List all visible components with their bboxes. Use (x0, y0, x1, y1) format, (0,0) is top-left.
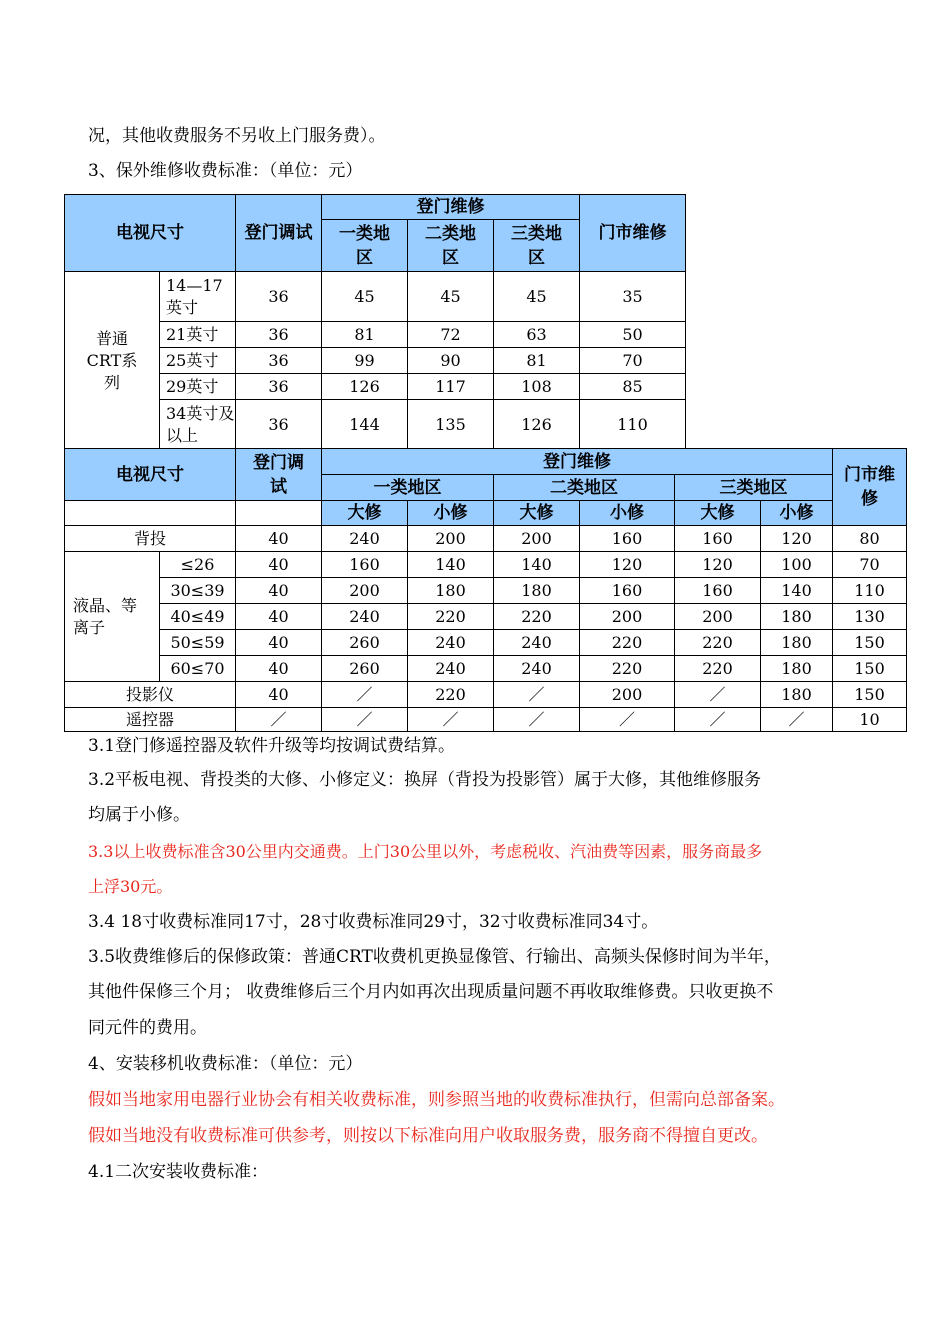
header-door-debug: 登门调试 (236, 195, 322, 272)
red-note-2: 假如当地没有收费标准可供参考，则按以下标准向用户收取服务费，服务商不得擅自更改。 (88, 1126, 768, 1146)
note-3-3-line2: 上浮30元。 (88, 877, 173, 896)
value-cell: 70 (833, 552, 907, 578)
value-cell: 160 (322, 552, 408, 578)
value-cell: 240 (494, 630, 580, 656)
size-cell: 40≤49 (160, 604, 236, 630)
value-cell: ／ (322, 708, 408, 732)
value-cell: 40 (236, 630, 322, 656)
value-cell: 150 (833, 682, 907, 708)
value-cell: ／ (675, 682, 761, 708)
value-cell: 220 (408, 682, 494, 708)
value-cell: ／ (236, 708, 322, 732)
size-cell: 50≤59 (160, 630, 236, 656)
row-label: 背投 (65, 526, 236, 552)
note-3-5-line1: 3.5收费维修后的保修政策：普通CRT收费机更换显像管、行输出、高频头保修时间为半年， (88, 947, 781, 967)
value-cell: 36 (236, 322, 322, 348)
size-cell: ≤26 (160, 552, 236, 578)
note-3-3-line1: 3.3以上收费标准含30公里内交通费。上门30公里以外，考虑税收、汽油费等因素，服务商最多 (88, 842, 763, 861)
flat-panel-repair-fee-table (64, 448, 907, 732)
value-cell: 63 (494, 322, 580, 348)
value-cell: 160 (580, 578, 675, 604)
intro-line: 况，其他收费服务不另收上门服务费）。 (88, 126, 386, 146)
value-cell: 120 (761, 526, 833, 552)
value-cell: 220 (408, 604, 494, 630)
value-cell: 140 (408, 552, 494, 578)
value-cell: 240 (408, 656, 494, 682)
value-cell: 40 (236, 604, 322, 630)
value-cell: ／ (408, 708, 494, 732)
value-cell: 260 (322, 630, 408, 656)
value-cell: 180 (408, 578, 494, 604)
size-cell: 60≤70 (160, 656, 236, 682)
value-cell: 126 (322, 374, 408, 400)
value-cell: 35 (580, 272, 686, 322)
value-cell: 36 (236, 374, 322, 400)
value-cell: 150 (833, 630, 907, 656)
value-cell: 150 (833, 656, 907, 682)
value-cell: 160 (580, 526, 675, 552)
header-region-3: 三类地区 (675, 475, 833, 501)
value-cell: ／ (494, 682, 580, 708)
header-minor: 小修 (580, 501, 675, 526)
value-cell: 117 (408, 374, 494, 400)
value-cell: 100 (761, 552, 833, 578)
value-cell: 45 (494, 272, 580, 322)
value-cell: 200 (675, 604, 761, 630)
value-cell: 36 (236, 348, 322, 374)
value-cell: 260 (322, 656, 408, 682)
value-cell: 220 (675, 656, 761, 682)
size-cell: 30≤39 (160, 578, 236, 604)
value-cell: 220 (580, 656, 675, 682)
note-3-1: 3.1登门修遥控器及软件升级等均按调试费结算。 (88, 736, 456, 756)
header-region-2: 二类地区 (494, 475, 675, 501)
header-tv-size: 电视尺寸 (65, 449, 236, 501)
header-major: 大修 (494, 501, 580, 526)
section-4-heading: 4、安装移机收费标准：（单位：元） (88, 1054, 363, 1074)
section-3-heading: 3、保外维修收费标准：（单位：元） (88, 161, 363, 181)
size-cell: 34英寸及以上 (160, 400, 236, 450)
group-crt: 普通CRT系列 (65, 272, 160, 450)
value-cell: 180 (761, 656, 833, 682)
value-cell: ／ (675, 708, 761, 732)
row-label: 投影仪 (65, 682, 236, 708)
value-cell: 240 (322, 526, 408, 552)
blank-cell (236, 501, 322, 526)
value-cell: 220 (675, 630, 761, 656)
value-cell: 81 (322, 322, 408, 348)
value-cell: 180 (494, 578, 580, 604)
value-cell: 72 (408, 322, 494, 348)
header-shop-repair: 门市维修 (580, 195, 686, 272)
size-cell: 25英寸 (160, 348, 236, 374)
value-cell: 40 (236, 578, 322, 604)
value-cell: 45 (408, 272, 494, 322)
value-cell: 90 (408, 348, 494, 374)
value-cell: ／ (494, 708, 580, 732)
value-cell: 200 (580, 682, 675, 708)
header-region-1: 一类地区 (322, 220, 408, 272)
size-cell: 21英寸 (160, 322, 236, 348)
note-3-2-line1: 3.2平板电视、背投类的大修、小修定义：换屏（背投为投影管）属于大修，其他维修服务 (88, 770, 762, 790)
header-door-debug: 登门调试 (236, 449, 322, 501)
value-cell: 40 (236, 552, 322, 578)
value-cell: 40 (236, 526, 322, 552)
value-cell: 120 (580, 552, 675, 578)
value-cell: 120 (675, 552, 761, 578)
header-major: 大修 (675, 501, 761, 526)
value-cell: 126 (494, 400, 580, 450)
value-cell: 240 (322, 604, 408, 630)
value-cell: 110 (833, 578, 907, 604)
red-note-1: 假如当地家用电器行业协会有相关收费标准，则参照当地的收费标准执行，但需向总部备案。 (88, 1090, 785, 1110)
value-cell: 220 (580, 630, 675, 656)
value-cell: 130 (833, 604, 907, 630)
note-3-5-line3: 同元件的费用。 (88, 1018, 207, 1038)
value-cell: 108 (494, 374, 580, 400)
value-cell: 36 (236, 400, 322, 450)
value-cell: 10 (833, 708, 907, 732)
value-cell: 45 (322, 272, 408, 322)
crt-repair-fee-table (64, 194, 686, 450)
row-label: 遥控器 (65, 708, 236, 732)
value-cell: 180 (761, 682, 833, 708)
value-cell: 80 (833, 526, 907, 552)
header-region-3: 三类地区 (494, 220, 580, 272)
value-cell: 160 (675, 578, 761, 604)
value-cell: 144 (322, 400, 408, 450)
header-door-repair: 登门维修 (322, 449, 833, 475)
header-major: 大修 (322, 501, 408, 526)
value-cell: ／ (761, 708, 833, 732)
value-cell: 40 (236, 656, 322, 682)
value-cell: 160 (675, 526, 761, 552)
header-shop-repair: 门市维修 (833, 449, 907, 526)
value-cell: 180 (761, 630, 833, 656)
value-cell: 200 (408, 526, 494, 552)
value-cell: 180 (761, 604, 833, 630)
value-cell: 240 (494, 656, 580, 682)
size-cell: 29英寸 (160, 374, 236, 400)
value-cell: 140 (761, 578, 833, 604)
note-3-5-line2: 其他件保修三个月； 收费维修后三个月内如再次出现质量问题不再收取维修费。只收更换不 (88, 982, 774, 1002)
value-cell: 50 (580, 322, 686, 348)
value-cell: 36 (236, 272, 322, 322)
value-cell: 140 (494, 552, 580, 578)
value-cell: 85 (580, 374, 686, 400)
value-cell: ／ (322, 682, 408, 708)
value-cell: 40 (236, 682, 322, 708)
value-cell: 220 (494, 604, 580, 630)
header-tv-size: 电视尺寸 (65, 195, 236, 272)
value-cell: 110 (580, 400, 686, 450)
value-cell: 200 (494, 526, 580, 552)
note-4-1: 4.1二次安装收费标准： (88, 1162, 269, 1182)
value-cell: ／ (580, 708, 675, 732)
value-cell: 200 (580, 604, 675, 630)
header-minor: 小修 (761, 501, 833, 526)
value-cell: 70 (580, 348, 686, 374)
header-door-repair: 登门维修 (322, 195, 580, 220)
blank-cell (65, 501, 236, 526)
header-region-2: 二类地区 (408, 220, 494, 272)
value-cell: 99 (322, 348, 408, 374)
value-cell: 81 (494, 348, 580, 374)
size-cell: 14—17英寸 (160, 272, 236, 322)
note-3-2-line2: 均属于小修。 (88, 805, 190, 825)
value-cell: 135 (408, 400, 494, 450)
header-region-1: 一类地区 (322, 475, 494, 501)
note-3-4: 3.4 18寸收费标准同17寸，28寸收费标准同29寸，32寸收费标准同34寸。 (88, 912, 659, 932)
group-lcd-plasma: 液晶、等离子 (65, 552, 160, 682)
value-cell: 240 (408, 630, 494, 656)
header-minor: 小修 (408, 501, 494, 526)
value-cell: 200 (322, 578, 408, 604)
